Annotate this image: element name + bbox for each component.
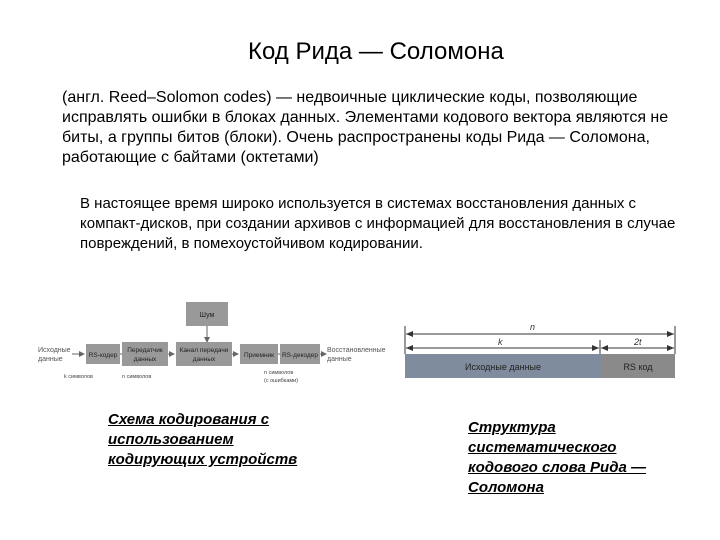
channel-label-2: данных	[192, 356, 216, 363]
slide-title: Код Рида — Соломона	[248, 38, 504, 65]
n-label: n	[530, 322, 536, 332]
input-label-1: Исходные	[38, 347, 71, 354]
noise-label: Шум	[199, 312, 215, 319]
decoder-label: RS-декодер	[281, 352, 319, 359]
note-received-symbols-1: n символов	[264, 370, 294, 376]
caption-encoding-scheme: Схема кодирования с использованием кодирующих устройств	[108, 411, 298, 468]
note-received-symbols-2: (с ошибками)	[264, 378, 299, 384]
k-label: k	[498, 337, 503, 347]
output-label-1: Восстановленные	[327, 347, 386, 354]
intro-paragraph: (англ. Reed–Solomon codes) — недвоичные циклические коды, позволяющие исправлять ошибки в блоках данных. Элементами кодового вектора являются не биты, а группы битов (блоки). Очень распространены коды Рида — Соломона, работающие с байтами (октетами)	[62, 89, 669, 166]
usage-paragraph: В настоящее время широко используется в системах восстановления данных с компакт-дисков, при создании архивов с информацией для восстановления в случае повреждений, в помехоустойчивом кодировании.	[80, 195, 676, 252]
transmitter-label-2: данных	[133, 356, 157, 363]
note-output-symbols: n символов	[122, 374, 152, 380]
encoder-label: RS-кодер	[88, 352, 118, 359]
channel-label-1: Канал передачи	[179, 347, 229, 354]
receiver-label: Приемник	[243, 352, 275, 359]
encoding-scheme-diagram	[36, 296, 396, 392]
codeword-structure-diagram	[402, 318, 682, 382]
rs-code-label: RS код	[623, 362, 653, 372]
note-input-symbols: k символов	[64, 374, 93, 380]
parity-length-label: 2t	[634, 337, 642, 347]
transmitter-label-1: Передатчик	[127, 347, 163, 354]
input-label-2: данные	[38, 356, 63, 363]
data-block-label: Исходные данные	[464, 362, 542, 372]
output-label-2: данные	[327, 356, 352, 363]
caption-codeword-structure: Структура систематического кодового слова Рида — Соломона	[468, 419, 646, 496]
